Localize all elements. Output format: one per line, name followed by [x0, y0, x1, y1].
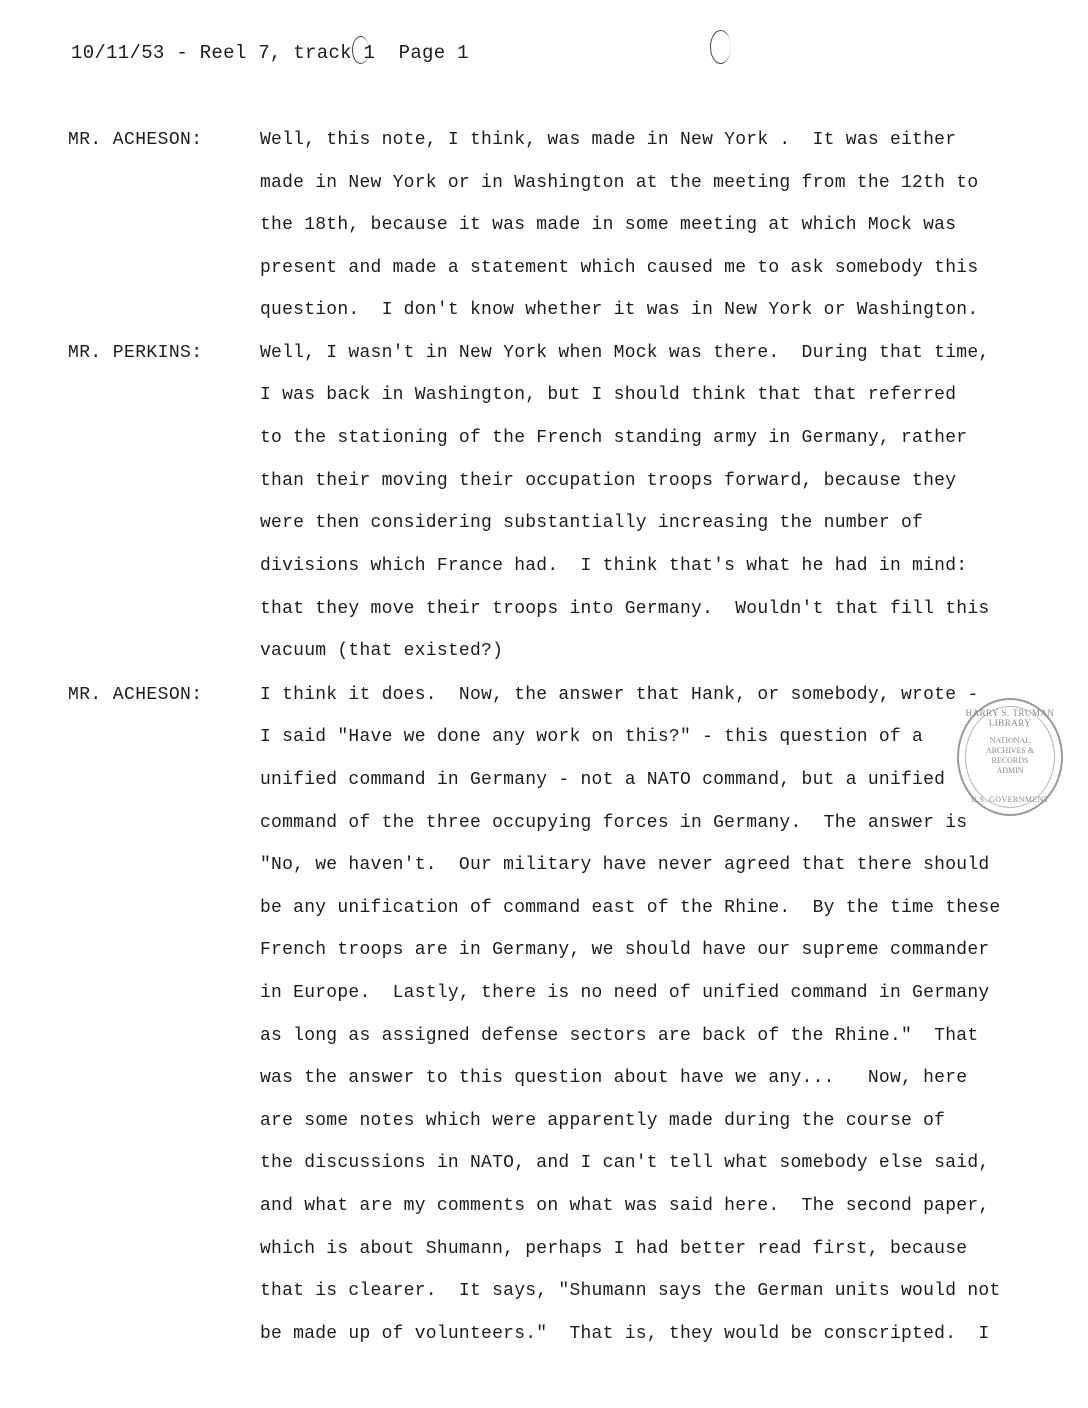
bracket-mark — [352, 36, 369, 64]
text-line: was the answer to this question about have we any... Now, here — [260, 1068, 968, 1088]
text-line: I think it does. Now, the answer that Hank, or somebody, wrote - — [260, 685, 979, 705]
text-line: unified command in Germany - not a NATO command, but a unified — [260, 770, 946, 790]
text-line: I was back in Washington, but I should think that that referred — [260, 385, 957, 405]
archive-stamp — [957, 698, 1063, 816]
speaker-label: MR. ACHESON: — [68, 130, 203, 150]
text-line: vacuum (that existed?) — [260, 641, 504, 661]
text-line: Well, this note, I think, was made in New York . It was either — [260, 130, 957, 150]
text-line: and what are my comments on what was said here. The second paper, — [260, 1196, 990, 1216]
page-header: 10/11/53 - Reel 7, track 1 Page 1 — [71, 42, 469, 64]
stamp-line: NATIONAL — [989, 736, 1031, 745]
bracket-mark — [710, 30, 731, 64]
text-line: French troops are in Germany, we should have our supreme commander — [260, 940, 990, 960]
text-line: be any unification of command east of the Rhine. By the time these — [260, 898, 1001, 918]
text-line: in Europe. Lastly, there is no need of unified command in Germany — [260, 983, 990, 1003]
text-line: Well, I wasn't in New York when Mock was there. During that time, — [260, 343, 990, 363]
text-line: which is about Shumann, perhaps I had better read first, because — [260, 1239, 968, 1259]
text-line: be made up of volunteers." That is, they would be conscripted. I — [260, 1324, 990, 1344]
text-line: were then considering substantially increasing the number of — [260, 513, 924, 533]
text-line: divisions which France had. I think that's what he had in mind: — [260, 556, 968, 576]
stamp-bottom-text: U.S. GOVERNMENT — [970, 795, 1050, 804]
stamp-line: ADMIN — [996, 766, 1024, 775]
text-line: that they move their troops into Germany. Wouldn't that fill this — [260, 599, 990, 619]
stamp-top-text: HARRY S. TRUMAN LIBRARY — [965, 708, 1055, 728]
speaker-label: MR. PERKINS: — [68, 343, 203, 363]
stamp-middle-text — [959, 736, 1061, 776]
text-line: the discussions in NATO, and I can't tell what somebody else said, — [260, 1153, 990, 1173]
text-line: than their moving their occupation troops forward, because they — [260, 471, 957, 491]
text-line: to the stationing of the French standing army in Germany, rather — [260, 428, 968, 448]
text-line: as long as assigned defense sectors are back of the Rhine." That — [260, 1026, 979, 1046]
text-line: "No, we haven't. Our military have never agreed that there should — [260, 855, 990, 875]
text-line: present and made a statement which caused me to ask somebody this — [260, 258, 979, 278]
speaker-label: MR. ACHESON: — [68, 685, 203, 705]
text-line: question. I don't know whether it was in New York or Washington. — [260, 300, 979, 320]
text-line: that is clearer. It says, "Shumann says the German units would not — [260, 1281, 1001, 1301]
text-line: are some notes which were apparently made during the course of — [260, 1111, 946, 1131]
text-line: the 18th, because it was made in some meeting at which Mock was — [260, 215, 957, 235]
text-line: command of the three occupying forces in Germany. The answer is — [260, 813, 968, 833]
stamp-line: ARCHIVES & — [985, 746, 1035, 755]
text-line: made in New York or in Washington at the meeting from the 12th to — [260, 173, 979, 193]
stamp-line: RECORDS — [991, 756, 1029, 765]
text-line: I said "Have we done any work on this?" - this question of a — [260, 727, 924, 747]
